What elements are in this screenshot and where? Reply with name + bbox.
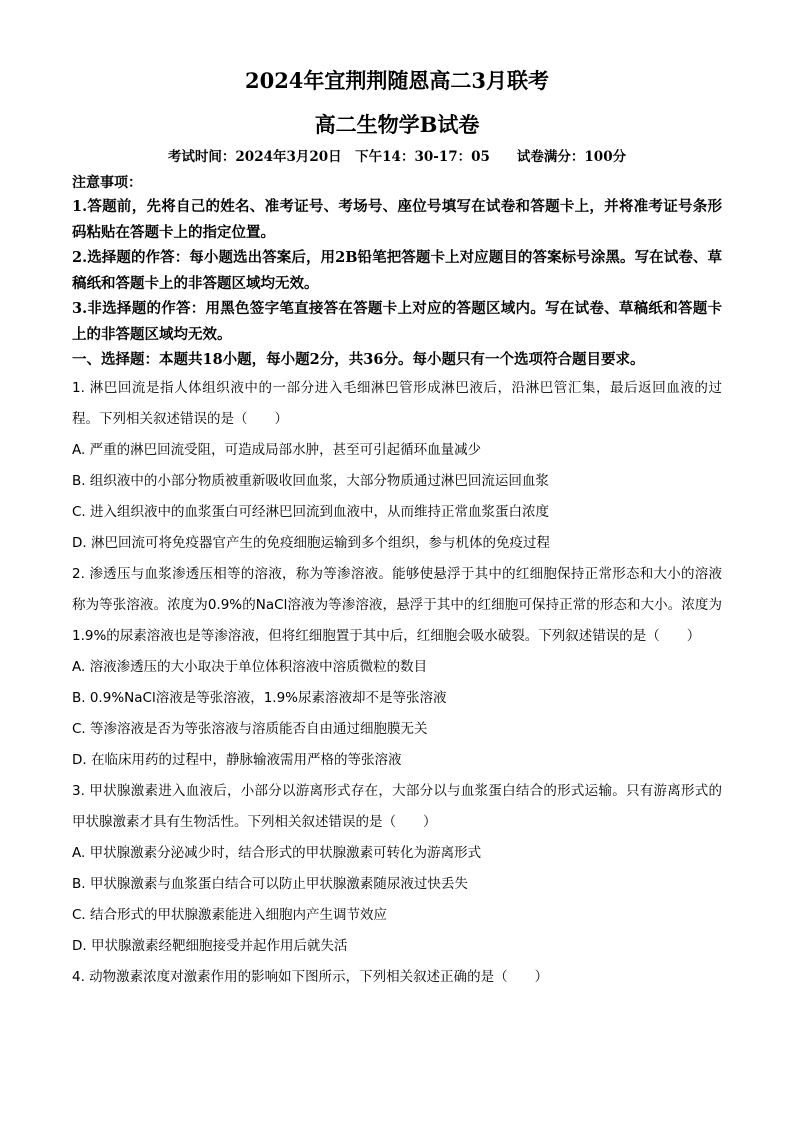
- section-heading: 一、选择题：本题共18小题，每小题2分，共36分。每小题只有一个选项符合题目要求。: [72, 351, 645, 368]
- question-stem: 4. 动物激素浓度对激素作用的影响如下图所示，下列相关叙述正确的是（ ）: [72, 969, 549, 985]
- notice-heading: 注意事项：: [72, 175, 142, 191]
- option-c: C. 结合形式的甲状腺激素能进入细胞内产生调节效应: [72, 907, 388, 923]
- notice-block: [72, 172, 722, 347]
- option-b: B. 甲状腺激素与血浆蛋白结合可以防止甲状腺激素随尿液过快丢失: [72, 876, 468, 892]
- question-3: [72, 776, 722, 962]
- option-b: B. 0.9%NaCl溶液是等张溶液，1.9%尿素溶液却不是等张溶液: [72, 690, 447, 706]
- question-stem: 1. 淋巴回流是指人体组织液中的一部分进入毛细淋巴管形成淋巴液后，沿淋巴管汇集，最后返回血液的过程。下列相关叙述错误的是（ ）: [72, 380, 722, 427]
- question-2: [72, 559, 722, 776]
- exam-meta: 考试时间：2024年3月20日 下午14：30-17：05 试卷满分：100分: [167, 149, 627, 165]
- notice-item: 3.非选择题的作答：用黑色签字笔直接答在答题卡上对应的答题区域内。写在试卷、草稿纸和答题卡上的非答题区域均无效。: [72, 300, 722, 343]
- option-c: C. 进入组织液中的血浆蛋白可经淋巴回流到血液中，从而维持正常血浆蛋白浓度: [72, 504, 550, 520]
- question-stem: 2. 渗透压与血浆渗透压相等的溶液，称为等渗溶液。能够使悬浮于其中的红细胞保持正常形态和大小的溶液称为等张溶液。浓度为0.9%的NaCl溶液为等渗溶液，悬浮于其中的红细胞可保持正常的形态和大小。浓度为1.9%的尿素溶液也是等渗溶液，但将红细胞置于其中后，红细胞会吸水破裂。下列叙述错误的是（ ）: [72, 566, 722, 644]
- option-a: A. 严重的淋巴回流受阻，可造成局部水肿，甚至可引起循环血量减少: [72, 442, 482, 458]
- question-stem: 3. 甲状腺激素进入血液后，小部分以游离形式存在，大部分以与血浆蛋白结合的形式运输。只有游离形式的甲状腺激素才具有生物活性。下列相关叙述错误的是（ ）: [72, 783, 722, 830]
- exam-title: 2024年宜荆荆随恩高二3月联考: [244, 68, 550, 93]
- option-d: D. 甲状腺激素经靶细胞接受并起作用后就失活: [72, 938, 348, 954]
- option-b: B. 组织液中的小部分物质被重新吸收回血浆，大部分物质通过淋巴回流运回血浆: [72, 473, 549, 489]
- notice-item: 1.答题前，先将自己的姓名、准考证号、考场号、座位号填写在试卷和答题卡上，并将准考证号条形码粘贴在答题卡上的指定位置。: [72, 198, 722, 241]
- option-c: C. 等渗溶液是否为等张溶液与溶质能否自由通过细胞膜无关: [72, 721, 428, 737]
- exam-subtitle: 高二生物学B试卷: [314, 112, 480, 137]
- option-a: A. 甲状腺激素分泌减少时，结合形式的甲状腺激素可转化为游离形式: [72, 845, 482, 861]
- question-4: [72, 962, 722, 993]
- question-1: [72, 373, 722, 559]
- option-a: A. 溶液渗透压的大小取决于单位体积溶液中溶质微粒的数目: [72, 659, 428, 675]
- option-d: D. 淋巴回流可将免疫器官产生的免疫细胞运输到多个组织，参与机体的免疫过程: [72, 535, 550, 551]
- notice-item: 2.选择题的作答：每小题选出答案后，用2B铅笔把答题卡上对应题目的答案标号涂黑。写在试卷、草稿纸和答题卡上的非答题区域均无效。: [72, 249, 722, 292]
- option-d: D. 在临床用药的过程中，静脉输液需用严格的等张溶液: [72, 752, 402, 768]
